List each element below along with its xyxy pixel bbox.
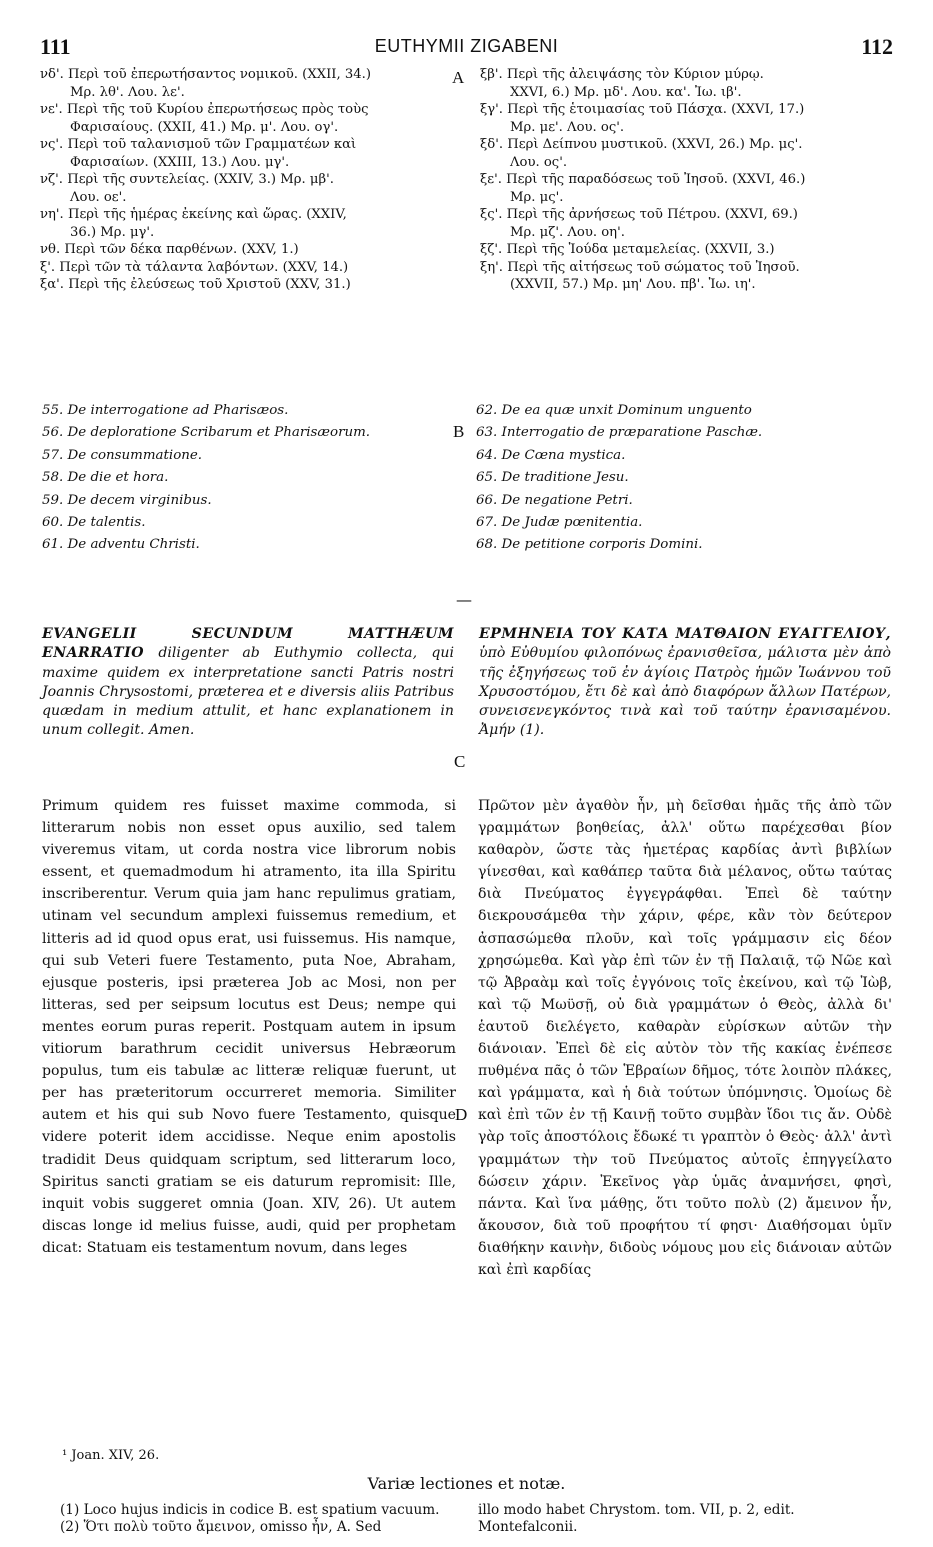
- note-item: (1) Loco hujus indicis in codice B. est spatium vacuum.: [60, 1502, 440, 1518]
- margin-letter-c: C: [454, 752, 466, 771]
- greek-index-left: [40, 66, 450, 294]
- index-entry: νε'. Περὶ τῆς τοῦ Κυρίου ἐπερωτήσεως πρὸς τοὺς Φαρισαίους. (XXII, 41.) Μρ. μ'. Λου. ογ'.: [40, 102, 369, 135]
- index-entry: ξ'. Περὶ τῶν τὰ τάλαντα λαβόντων. (XXV, 14.): [40, 259, 349, 275]
- latin-index-entry: 55. De interrogatione ad Pharisæos.: [42, 403, 289, 418]
- latin-index-entry: 65. De traditione Jesu.: [476, 470, 629, 486]
- index-entry: ξς'. Περὶ τῆς ἀρνήσεως τοῦ Πέτρου. (XXVI, 69.) Μρ. μζ'. Λου. οη'.: [480, 207, 798, 240]
- greek-title-text: ὑπὸ Εὐθυμίου φιλοπόνως ἐρανισθεῖσα, μάλιστα μὲν ἀπὸ τῆς ἐξηγήσεως τοῦ ἐν ἁγίοις Πατρὸς ἡμῶν Ἰωάννου τοῦ Χρυσοστόμου, ἔτι δὲ καὶ ἀπὸ διαφόρων ἄλλων Πατέρων, συνεισενεγκόντος τινὰ καὶ τοῦ ταύτην ἐρανισαμένου. Ἀμήν (1).: [479, 645, 891, 739]
- index-entry: νζ'. Περὶ τῆς συντελείας. (XXIV, 3.) Μρ. μβ'. Λου. οε'.: [40, 172, 334, 205]
- index-entry: ξγ'. Περὶ τῆς ἑτοιμασίας τοῦ Πάσχα. (XXVI, 17.) Μρ. με'. Λου. ος'.: [480, 102, 805, 135]
- note-item: (2) Ὅτι πολὺ τοῦτο ἄμεινον, omisso ἦν, A. Sed: [60, 1519, 382, 1535]
- greek-title: [479, 625, 891, 741]
- latin-index-entry: 56. De deploratione Scribarum et Pharisæorum.: [42, 425, 371, 441]
- index-entry: νη'. Περὶ τῆς ἡμέρας ἐκείνης καὶ ὥρας. (XXIV, 36.) Μρ. μγ'.: [40, 207, 347, 240]
- greek-title-caps: ΕΡΜΗΝΕΙΑ ΤΟΥ ΚΑΤΑ ΜΑΤΘΑΙΟΝ ΕΥΑΓΓΕΛΙΟΥ,: [479, 626, 891, 642]
- index-entry: ξα'. Περὶ τῆς ἐλεύσεως τοῦ Χριστοῦ (XXV, 31.): [40, 277, 351, 292]
- index-entry: ξε'. Περὶ τῆς παραδόσεως τοῦ Ἰησοῦ. (XXVI, 46.) Μρ. μς'.: [480, 172, 806, 205]
- index-entry: νδ'. Περὶ τοῦ ἐπερωτήσαντος νομικοῦ. (XXII, 34.) Μρ. λθ'. Λου. λε'.: [40, 67, 372, 100]
- latin-index-entry: 67. De Judæ pœnitentia.: [476, 515, 643, 531]
- notes-left: [60, 1502, 490, 1536]
- latin-index-left: [42, 400, 452, 557]
- greek-index-right: [480, 66, 890, 294]
- latin-index-entry: 68. De petitione corporis Domini.: [476, 537, 703, 553]
- index-entry: ξη'. Περὶ τῆς αἰτήσεως τοῦ σώματος τοῦ Ἰησοῦ. (XXVII, 57.) Μρ. μη' Λου. πβ'. Ἰω. ιη'.: [480, 259, 800, 292]
- greek-body-text: Πρῶτον μὲν ἀγαθὸν ἦν, μὴ δεῖσθαι ἡμᾶς τῆς ἀπὸ τῶν γραμμάτων βοηθείας, ἀλλ' οὕτω παρέχεσθαι βίον καθαρὸν, ὥστε τὰς ἡμετέρας καρδίας ἀντὶ βιβλίων γίνεσθαι, καὶ καθάπερ ταῦτα διὰ μέλανος, οὕτω ταύτας διὰ Πνεύματος ἐγγεγράφθαι. Ἐπεὶ δὲ ταύτην διεκρουσάμεθα τὴν χάριν, φέρε, κἂν τὸν δεύτερον ἀσπασώμεθα πλοῦν, καὶ τοῖς γράμμασιν εἰς δέον χρησώμεθα. Καὶ γὰρ ἐπὶ τῶν ἐν τῇ Παλαιᾷ, τῷ Νῶε καὶ τῷ Ἀβραὰμ καὶ τοῖς ἐγγόνοις τοῖς ἐκείνου, καὶ τῷ Ἰὼβ, καὶ τῷ Μωϋσῇ, οὐ διὰ γραμμάτων ὁ Θεὸς, ἀλλὰ δι' ἑαυτοῦ διελέγετο, καθαρὰν εὑρίσκων αὐτῶν τὴν διάνοιαν. Ἐπεὶ δὲ εἰς αὐτὸν τὸν τῆς κακίας ἐνέπεσε πυθμένα πᾶς ὁ τῶν Ἑβραίων δῆμος, τότε λοιπὸν πλάκες, καὶ γράμματα, καὶ ἡ διὰ τούτων ὑπόμνησις. Ὁμοίως δὲ καὶ ἐπὶ τῶν ἐν τῇ Καινῇ τοῦτο συμβὰν ἴδοι τις ἄν. Οὐδὲ γὰρ τοῖς ἀποστόλοις ἔδωκέ τι γραπτὸν ὁ Θεὸς· ἀλλ' ἀντὶ γραμμάτων τὴν τοῦ Πνεύματος αὐτοῖς ἐπηγγείλατο δώσειν χάριν. Ἐκεῖνος γὰρ ὑμᾶς ἀναμνήσει, φησὶ, πάντα. Καὶ ἵνα μάθῃς, ὅτι τοῦτο πολὺ (2) ἄμεινον ἦν, ἄκουσον, διὰ τοῦ προφήτου τί φησι· Διαθήσομαι ὑμῖν διαθήκην καινὴν, διδοὺς νόμους μου εἰς διάνοιαν αὐτῶν καὶ ἐπὶ καρδίας: [478, 798, 892, 1278]
- latin-index-entry: 58. De die et hora.: [42, 470, 169, 486]
- latin-title-text: diligenter ab Euthymio collecta, qui maxime quidem ex interpretatione sancti Patris nostri Joannis Chrysostomi, præterea et e diversis aliis Patribus quædam in medium attulit, et hanc explanationem in unum collegit. Amen.: [42, 645, 454, 739]
- index-entry: ξδ'. Περὶ Δείπνου μυστικοῦ. (XXVI, 26.) Μρ. μς'. Λου. ος'.: [480, 137, 803, 170]
- latin-title: [42, 625, 454, 741]
- index-entry: νθ. Περὶ τῶν δέκα παρθένων. (XXV, 1.): [40, 242, 299, 257]
- section-separator: —: [456, 590, 472, 609]
- latin-body-text: Primum quidem res fuisset maxime commoda, si litterarum nobis non esset opus auxilio, sed talem viveremus vitam, ut corda nostra vice librorum nobis essent, et quemadmodum hi atramento, ita illa Spiritu inscriberentur. Verum quia jam hanc repulimus gratiam, utinam vel secundum amplexi fuissemus remedium, et litteris ad id quod opus erat, usi fuissemus. His namque, qui sub Veteri fuere Testamento, puta Noe, Abraham, ejusque posteris, ipsi præterea Job ac Mosi, non per litteras, sed per seipsum locutus est Deus; nempe qui mentes eorum puras reperit. Postquam autem in ipsum vitiorum barathrum cecidit universus Hebræorum populus, tum eis tabulæ ac litteræ reliquæ fuerunt, ut per has præteritorum occurreret memoria. Similiter autem et his qui sub Novo fuere Testamento, quisque videre poterit idem accidisse. Neque enim apostolis tradidit Deus quidquam scriptum, sed litterarum loco, Spiritus sancti gratiam se eis daturum repromisit: Ille, inquit vobis suggeret omnia (Joan. XIV, 26). Ut autem discas longe id melius fuisse, audi, quid per prophetam dicat: Statuam eis testamentum novum, dans leges: [42, 798, 456, 1256]
- note-item: illo modo habet Chrystom. tom. VII, p. 2, edit. Montefalconii.: [478, 1502, 795, 1535]
- latin-index-entry: 61. De adventu Christi.: [42, 537, 200, 553]
- latin-index-entry: 63. Interrogatio de præparatione Paschæ.: [476, 425, 763, 441]
- notes-right: [478, 1502, 898, 1536]
- latin-index-entry: 62. De ea quæ unxit Dominum unguento: [476, 403, 752, 418]
- latin-index-entry: 66. De negatione Petri.: [476, 492, 633, 508]
- index-entry: ξζ'. Περὶ τῆς Ἰούδα μεταμελείας. (XXVII, 3.): [480, 242, 775, 257]
- latin-title-caps: EVANGELII SECUNDUM MATTHÆUM ENARRATIO: [42, 626, 454, 662]
- page-header: [40, 34, 893, 62]
- latin-index-entry: 59. De decem virginibus.: [42, 492, 212, 508]
- index-entry: νς'. Περὶ τοῦ ταλανισμοῦ τῶν Γραμματέων καὶ Φαρισαίων. (XXIII, 13.) Λου. μγ'.: [40, 137, 357, 170]
- latin-index-entry: 64. De Cœna mystica.: [476, 447, 626, 463]
- variae-lectiones-heading: Variæ lectiones et notæ.: [367, 1474, 566, 1493]
- running-head: EUTHYMII ZIGABENI: [374, 36, 559, 56]
- footnote: ¹ Joan. XIV, 26.: [62, 1448, 160, 1463]
- margin-letter-a: A: [452, 68, 465, 87]
- page-number-right: 112: [861, 34, 893, 59]
- latin-index-right: [476, 400, 886, 557]
- latin-index-entry: 60. De talentis.: [42, 515, 146, 531]
- margin-letter-d: D: [455, 1105, 468, 1124]
- page-number-left: 111: [40, 34, 71, 59]
- index-entry: ξβ'. Περὶ τῆς ἀλειψάσης τὸν Κύριον μύρῳ. XXVI, 6.) Μρ. μδ'. Λου. κα'. Ἰω. ιβ'.: [480, 67, 764, 100]
- latin-index-entry: 57. De consummatione.: [42, 447, 203, 463]
- margin-letter-b: B: [453, 422, 465, 441]
